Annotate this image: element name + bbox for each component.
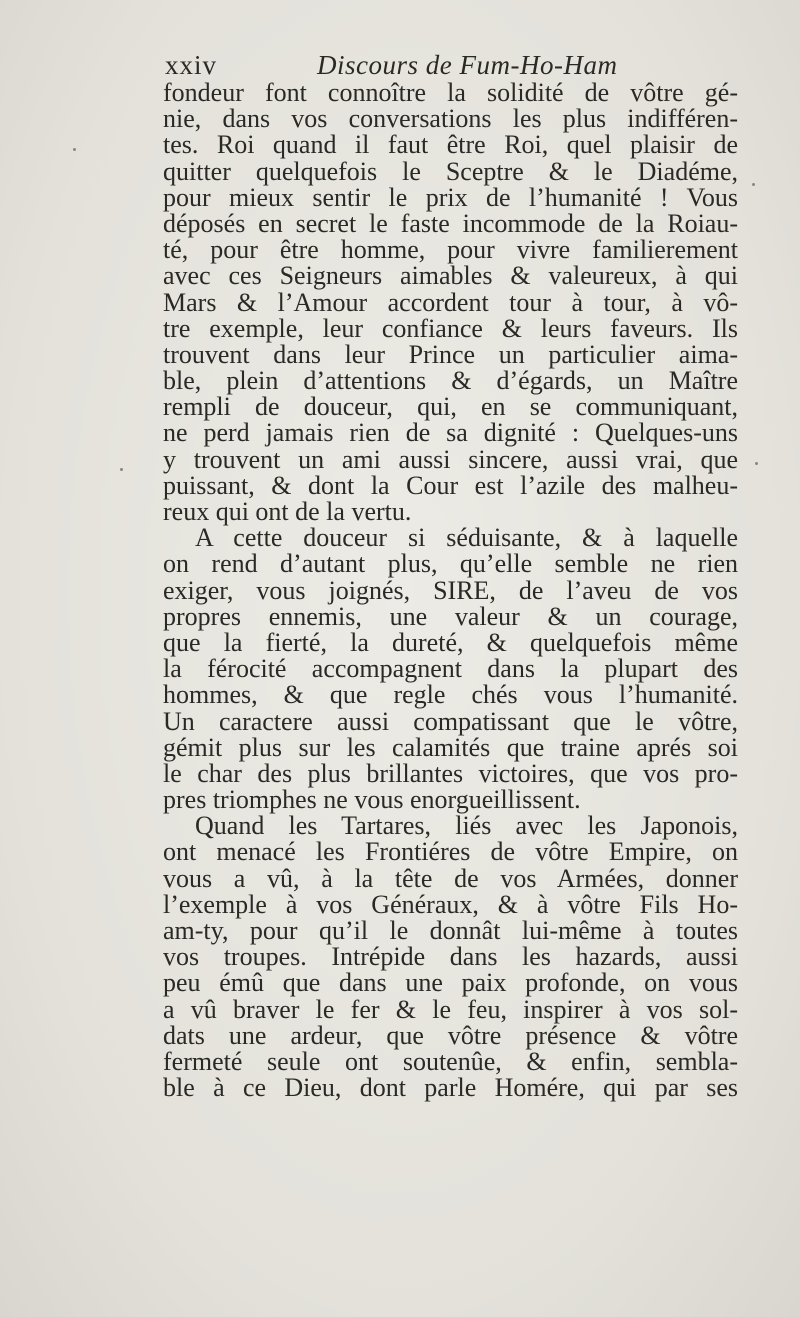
- running-title: Discours de Fum-Ho-Ham: [317, 50, 618, 80]
- text-line: ble, plein d’attentions & d’égards, un Maître: [163, 366, 738, 396]
- text-line: ble à ce Dieu, dont parle Homére, qui par ses: [163, 1073, 738, 1103]
- text-line: Quand les Tartares, liés avec les Japonois,: [195, 811, 738, 841]
- text-line: la férocité accompagnent dans la plupart des: [163, 654, 738, 684]
- paper-speck: [120, 468, 123, 471]
- text-line: té, pour être homme, pour vivre familierement: [163, 235, 738, 265]
- text-line: quitter quelquefois le Sceptre & le Diadéme,: [163, 156, 738, 186]
- text-line: le char des plus brillantes victoires, que vos pro-: [163, 758, 738, 788]
- text-line: avec ces Seigneurs aimables & valeureux, à qui: [163, 261, 738, 291]
- text-line: vos troupes. Intrépide dans les hazards, aussi: [163, 942, 738, 972]
- text-line: que la fierté, la dureté, & quelquefois même: [163, 627, 738, 657]
- text-line: l’exemple à vos Généraux, & à vôtre Fils Ho-: [163, 889, 738, 919]
- text-line: am-ty, pour qu’il le donnât lui-même à toutes: [163, 916, 738, 945]
- page-number: xxiv: [165, 50, 218, 80]
- text-line: pres triomphes ne vous enorgueillissent.: [163, 785, 581, 815]
- text-line: tre exemple, leur confiance & leurs faveurs. Ils: [163, 313, 738, 343]
- text-line: nie, dans vos conversations les plus indifféren-: [163, 104, 738, 134]
- text-line: y trouvent un ami aussi sincere, aussi vrai, que: [163, 444, 738, 474]
- text-line: peu émû que dans une paix profonde, on vous: [163, 968, 738, 998]
- text-line: pour mieux sentir le prix de l’humanité ! Vous: [163, 182, 738, 212]
- text-line: fondeur font connoître la solidité de vôtre gé-: [163, 78, 738, 107]
- text-line: vous a vû, à la tête de vos Armées, donner: [163, 863, 738, 893]
- text-line: A cette douceur si séduisante, & à laquelle: [195, 523, 738, 553]
- paper-speck: [755, 462, 758, 465]
- text-line: trouvent dans leur Prince un particulier aima-: [163, 339, 738, 369]
- text-line: gémit plus sur les calamités que traine aprés soi: [163, 732, 738, 762]
- text-line: exiger, vous joignés, SIRE, de l’aveu de vos: [163, 575, 738, 605]
- text-line: reux qui ont de la vertu.: [163, 497, 412, 526]
- text-line: on rend d’autant plus, qu’elle semble ne rien: [163, 549, 738, 579]
- text-line: tes. Roi quand il faut être Roi, quel plaisir de: [163, 130, 738, 160]
- text-line: fermeté seule ont soutenûe, & enfin, sembla-: [163, 1046, 738, 1076]
- text-line: rempli de douceur, qui, en se communiquant,: [163, 392, 738, 422]
- text-line: hommes, & que regle chés vous l’humanité.: [163, 680, 738, 710]
- text-line: dats une ardeur, que vôtre présence & vôtre: [163, 1020, 738, 1050]
- text-line: ne perd jamais rien de sa dignité : Quelques-uns: [163, 418, 738, 448]
- text-line: Mars & l’Amour accordent tour à tour, à vô-: [163, 287, 738, 317]
- text-line: déposés en secret le faste incommode de la Roiau-: [163, 208, 738, 238]
- text-line: propres ennemis, une valeur & un courage,: [163, 601, 738, 631]
- body-text: [163, 80, 738, 1101]
- text-line: ont menacé les Frontiéres de vôtre Empire, on: [163, 837, 738, 867]
- text-line: puissant, & dont la Cour est l’azile des malheu-: [163, 470, 738, 500]
- text-line: Un caractere aussi compatissant que le vôtre,: [163, 706, 738, 736]
- paper-speck: [73, 148, 76, 151]
- text-line: a vû braver le fer & le feu, inspirer à vos sol-: [163, 994, 738, 1024]
- paper-speck: [752, 183, 755, 186]
